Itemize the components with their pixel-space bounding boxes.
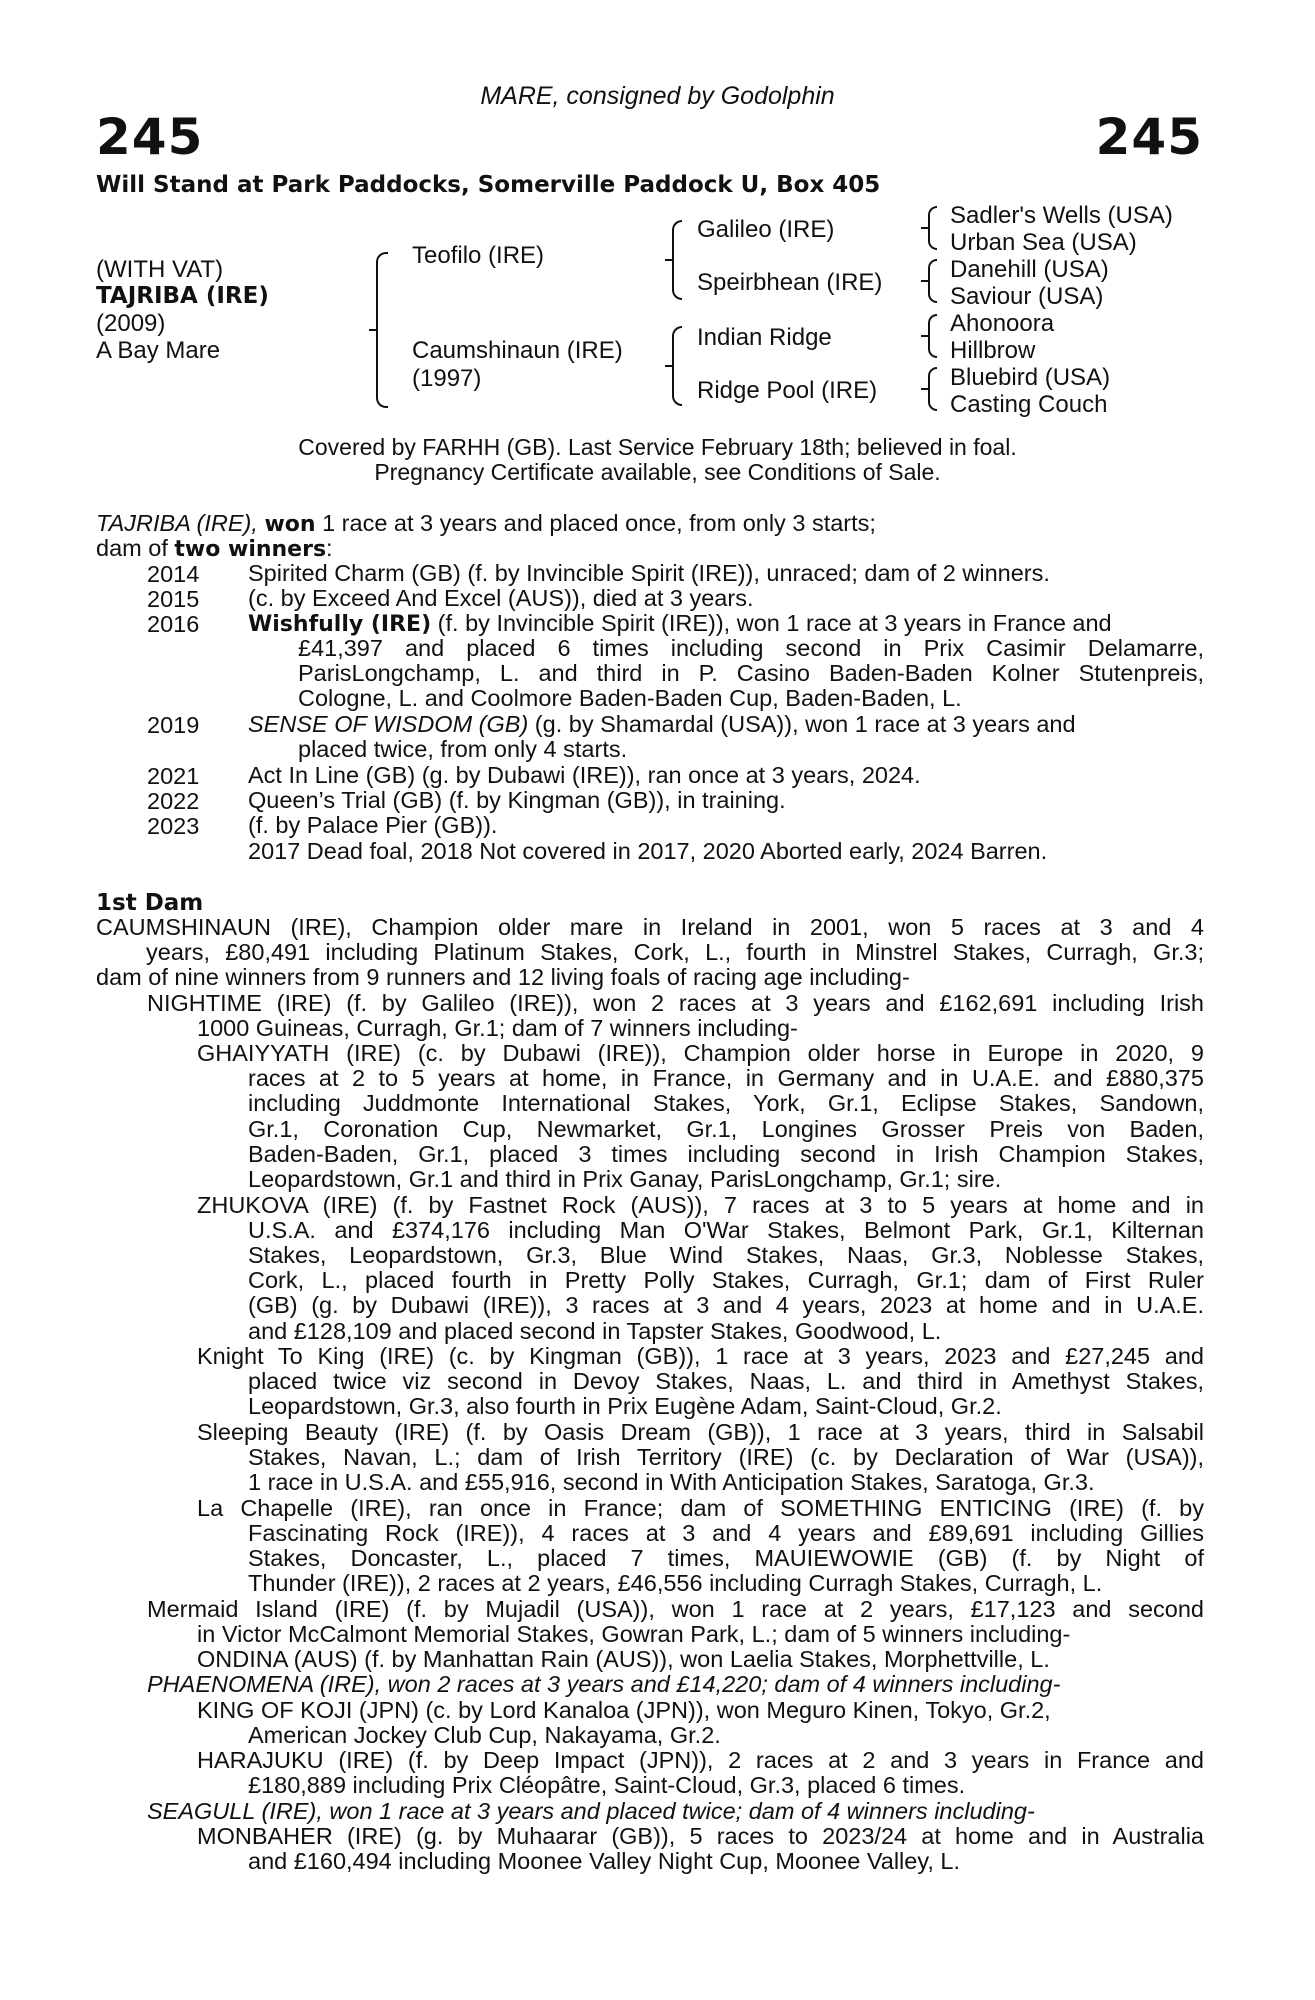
dam-line: years, £80,491 including Platinum Stakes, Cork, L., fourth in Minstrel Stakes, Curragh, Gr.3; <box>146 939 1204 965</box>
produce-continuation: ParisLongchamp, L. and third in P. Casino Baden-Baden Kolner Stutenpreis, <box>298 660 1204 686</box>
pedigree-dam-dam: Ridge Pool (IRE) <box>697 377 878 404</box>
dam-line: Knight To King (IRE) (c. by Kingman (GB)), 1 race at 3 years, 2023 and £27,245 and <box>197 1343 1204 1369</box>
lot-number-left: 245 <box>96 108 204 166</box>
dam-line: La Chapelle (IRE), ran once in France; dam of SOMETHING ENTICING (IRE) (f. by <box>197 1495 1204 1521</box>
dam-line: Stakes, Leopardstown, Gr.3, Blue Wind Stakes, Naas, Gr.3, Noblesse Stakes, <box>248 1242 1204 1268</box>
produce-entry: (f. by Palace Pier (GB)). <box>248 812 498 838</box>
pedigree-dam-sire: Indian Ridge <box>697 324 832 351</box>
dam-line: dam of nine winners from 9 runners and 12 living foals of racing age including- <box>96 964 910 990</box>
dam-line: Gr.1, Coronation Cup, Newmarket, Gr.1, Longines Grosser Preis von Baden, <box>248 1116 1204 1142</box>
pedigree-sire-sire: Galileo (IRE) <box>697 216 835 243</box>
dam-line: ONDINA (AUS) (f. by Manhattan Rain (AUS)), won Laelia Stakes, Morphettville, L. <box>197 1646 1050 1672</box>
pedigree-sds: Danehill (USA) <box>950 256 1109 283</box>
dam-line: Stakes, Doncaster, L., placed 7 times, MAUIEWOWIE (GB) (f. by Night of <box>248 1545 1204 1571</box>
dam-line: PHAENOMENA (IRE), won 2 races at 3 years and £14,220; dam of 4 winners including- <box>147 1671 1061 1697</box>
dam-line: CAUMSHINAUN (IRE), Champion older mare in Ireland in 2001, won 5 races at 3 and 4 <box>96 914 1204 940</box>
produce-entry: Wishfully (IRE) (f. by Invincible Spirit (IRE)), won 1 race at 3 years in France and <box>248 610 1112 637</box>
dam-of-line <box>96 536 333 562</box>
produce-continuation: £41,397 and placed 6 times including second in Prix Casimir Delamarre, <box>298 635 1204 661</box>
produce-year: 2021 <box>147 763 200 789</box>
brace-gen3-1 <box>928 206 937 250</box>
dam-line: Stakes, Navan, L.; dam of Irish Territory (IRE) (c. by Declaration of War (USA)), <box>248 1444 1204 1470</box>
produce-year: 2016 <box>147 611 200 637</box>
pedigree-dsd: Hillbrow <box>950 337 1036 364</box>
pedigree-dds: Bluebird (USA) <box>950 364 1111 391</box>
dam-of-colon: : <box>326 535 333 561</box>
dam-line: races at 2 to 5 years at home, in France, in Germany and in U.A.E. and £880,375 <box>248 1065 1204 1091</box>
dam-line: SEAGULL (IRE), won 1 race at 3 years and placed twice; dam of 4 winners including- <box>147 1798 1035 1824</box>
produce-name: Wishfully (IRE) <box>248 612 432 637</box>
dam-line: NIGHTIME (IRE) (f. by Galileo (IRE)), won 2 races at 3 years and £162,691 including Irish <box>147 990 1204 1016</box>
produce-continuation: Cologne, L. and Coolmore Baden-Baden Cup, Baden-Baden, L. <box>298 685 962 711</box>
pedigree-ssd: Urban Sea (USA) <box>950 229 1137 256</box>
dam-line: American Jockey Club Cup, Nakayama, Gr.2. <box>248 1722 721 1748</box>
dam-line: Cork, L., placed fourth in Pretty Polly Stakes, Curragh, Gr.1; dam of First Ruler <box>248 1267 1204 1293</box>
pedigree-dam: Caumshinaun (IRE) <box>412 337 623 364</box>
dam-line: HARAJUKU (IRE) (f. by Deep Impact (JPN)), 2 races at 2 and 3 years in France and <box>197 1747 1204 1773</box>
produce-year: 2015 <box>147 586 200 612</box>
brace-gen2-sire <box>672 220 682 300</box>
produce-note: 2017 Dead foal, 2018 Not covered in 2017, 2020 Aborted early, 2024 Barren. <box>248 838 1048 864</box>
produce-year: 2019 <box>147 712 200 738</box>
section-heading: 1st Dam <box>96 890 204 916</box>
produce-entry: Spirited Charm (GB) (f. by Invincible Spirit (IRE)), unraced; dam of 2 winners. <box>248 560 1050 586</box>
dam-line: £180,889 including Prix Cléopâtre, Saint-Cloud, Gr.3, placed 6 times. <box>248 1772 966 1798</box>
brace-gen3-3 <box>928 314 937 358</box>
brace-gen2-dam <box>672 326 682 406</box>
dam-line: KING OF KOJI (JPN) (c. by Lord Kanaloa (JPN)), won Meguro Kinen, Tokyo, Gr.2, <box>197 1697 1051 1723</box>
horse-year: (2009) <box>96 310 166 337</box>
produce-entry: SENSE OF WISDOM (GB) (g. by Shamardal (USA)), won 1 race at 3 years and <box>248 711 1076 737</box>
dam-line: in Victor McCalmont Memorial Stakes, Gowran Park, L.; dam of 5 winners including- <box>197 1621 1071 1647</box>
pedigree-dss: Ahonoora <box>950 310 1055 337</box>
dam-line: Sleeping Beauty (IRE) (f. by Oasis Dream (GB)), 1 race at 3 years, third in Salsabil <box>197 1419 1204 1445</box>
produce-entry: Queen’s Trial (GB) (f. by Kingman (GB)), in training. <box>248 787 786 813</box>
dam-intro-line <box>96 511 876 537</box>
dam-line: Leopardstown, Gr.1 and third in Prix Ganay, ParisLongchamp, Gr.1; sire. <box>248 1166 1002 1192</box>
dam-line: GHAIYYATH (IRE) (c. by Dubawi (IRE)), Champion older horse in Europe in 2020, 9 <box>197 1040 1204 1066</box>
dam-line: Baden-Baden, Gr.1, placed 3 times including second in Irish Champion Stakes, <box>248 1141 1204 1167</box>
pregnancy-line: Pregnancy Certificate available, see Conditions of Sale. <box>374 459 941 485</box>
dam-line: including Juddmonte International Stakes, York, Gr.1, Eclipse Stakes, Sandown, <box>248 1090 1204 1116</box>
pedigree-dam-year: (1997) <box>412 365 482 392</box>
dam-line: and £160,494 including Moonee Valley Night Cup, Moonee Valley, L. <box>248 1848 960 1874</box>
stand-location: Will Stand at Park Paddocks, Somerville Paddock U, Box 405 <box>96 172 881 198</box>
dam-name: TAJRIBA (IRE), <box>96 510 258 536</box>
lot-number-right: 245 <box>1095 108 1203 166</box>
vat-label: (WITH VAT) <box>96 256 224 283</box>
brace-gen1 <box>376 252 388 408</box>
dam-line: and £128,109 and placed second in Tapster Stakes, Goodwood, L. <box>248 1318 942 1344</box>
dam-line: 1 race in U.S.A. and £55,916, second in With Anticipation Stakes, Saratoga, Gr.3. <box>248 1469 1095 1495</box>
dam-of-label: dam of <box>96 535 175 561</box>
brace-gen3-2 <box>928 259 937 303</box>
produce-year: 2014 <box>147 561 200 587</box>
pedigree-sss: Sadler's Wells (USA) <box>950 202 1173 229</box>
pedigree-sire: Teofilo (IRE) <box>412 242 545 269</box>
horse-description: A Bay Mare <box>96 337 221 364</box>
produce-continuation: placed twice, from only 4 starts. <box>298 736 628 762</box>
horse-name: TAJRIBA (IRE) <box>96 283 269 309</box>
two-winners: two winners <box>174 537 327 562</box>
dam-line: (GB) (g. by Dubawi (IRE)), 3 races at 3 and 4 years, 2023 at home and in U.A.E. <box>248 1292 1204 1318</box>
dam-line: ZHUKOVA (IRE) (f. by Fastnet Rock (AUS)), 7 races at 3 to 5 years at home and in <box>197 1192 1204 1218</box>
consignor-line: MARE, consigned by Godolphin <box>480 82 835 110</box>
dam-line: Thunder (IRE)), 2 races at 2 years, £46,556 including Curragh Stakes, Curragh, L. <box>248 1570 1103 1596</box>
produce-entry: Act In Line (GB) (g. by Dubawi (IRE)), ran once at 3 years, 2024. <box>248 762 921 788</box>
dam-line: Mermaid Island (IRE) (f. by Mujadil (USA)), won 1 race at 2 years, £17,123 and second <box>147 1596 1204 1622</box>
pedigree-ddd: Casting Couch <box>950 391 1108 418</box>
dam-line: 1000 Guineas, Curragh, Gr.1; dam of 7 winners including- <box>197 1015 798 1041</box>
won-word: won <box>264 512 316 537</box>
dam-line: MONBAHER (IRE) (g. by Muhaarar (GB)), 5 races to 2023/24 at home and in Australia <box>197 1823 1204 1849</box>
dam-line: U.S.A. and £374,176 including Man O'War Stakes, Belmont Park, Gr.1, Kilternan <box>248 1217 1204 1243</box>
pedigree-sire-dam: Speirbhean (IRE) <box>697 269 883 296</box>
pedigree-sdd: Saviour (USA) <box>950 283 1104 310</box>
produce-name: SENSE OF WISDOM (GB) <box>248 711 529 737</box>
brace-gen3-4 <box>928 367 937 411</box>
produce-entry: (c. by Exceed And Excel (AUS)), died at 3 years. <box>248 585 754 611</box>
dam-line: Leopardstown, Gr.3, also fourth in Prix Eugène Adam, Saint-Cloud, Gr.2. <box>248 1393 1002 1419</box>
covered-line: Covered by FARHH (GB). Last Service February 18th; believed in foal. <box>298 434 1017 460</box>
produce-year: 2022 <box>147 788 200 814</box>
dam-line: Fascinating Rock (IRE)), 4 races at 3 and 4 years and £89,691 including Gillies <box>248 1520 1204 1546</box>
dam-line: placed twice viz second in Devoy Stakes, Naas, L. and third in Amethyst Stakes, <box>248 1368 1204 1394</box>
produce-year: 2023 <box>147 813 200 839</box>
dam-intro-rest: 1 race at 3 years and placed once, from only 3 starts; <box>315 510 876 536</box>
